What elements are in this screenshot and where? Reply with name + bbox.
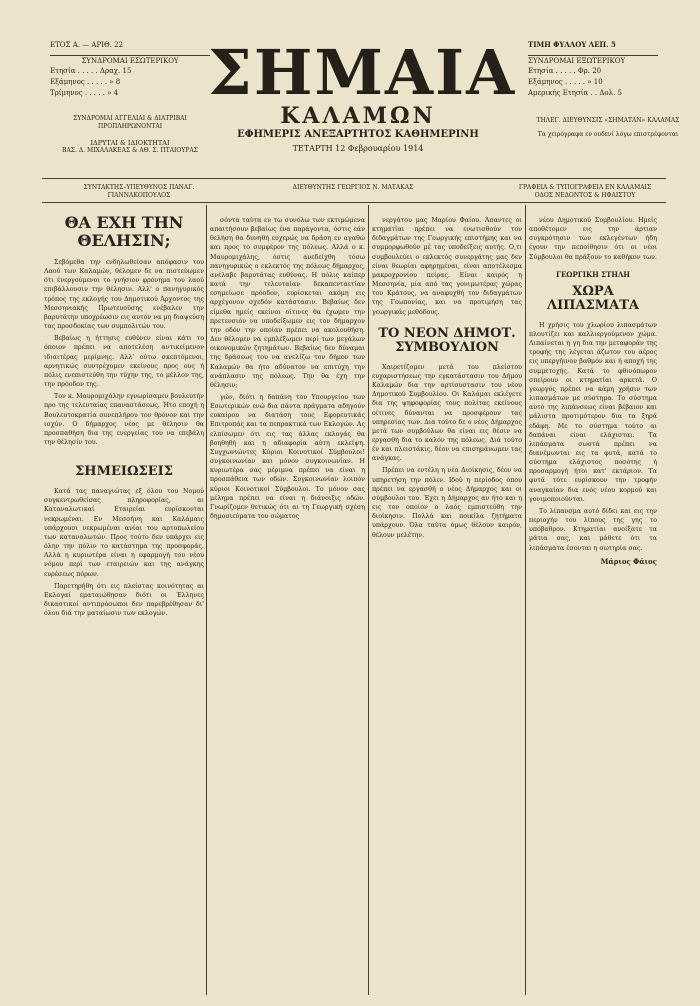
main-paragraph-1: Σεβόμεθα την ενδηλωθείσαν απόφασιν του Λαού των Καλαμών, θέλομεν δε να πιστεύωμεν ότι ένεργούμενοι το γνήσιον φρόνημα του λαού επιβάλλουσιν την θέλησιν. Αλλ' ο πανηγυρικός τρόπος της εκλογής του Δημοτικού Άρχοντος της Μεσσηνιακής Πρωτευούσης ενέβαλεν την βαρυτάτην υποχρέωσιν εις αυτόν να μη διαψεύση τας προσδοκίας των συμπολιτών του. [44,259,204,331]
column-4-intro: νέου Δημοτικού Συμβουλίου. Ημείς αποθέτομεν εις την άρτιαν συγκρότησιν των εκλεγέντων ήδη έγουν την πεποίθησιν ότι οι νέοι Σύμβουλοι θα πράξουν το καθήκον των. [529,217,657,261]
notes-title: ΣΗΜΕΙΩΣΕΙΣ [75,464,173,480]
council-paragraph-1: Χαιρετίζομεν μετά του πλείστου ευχαριστήσεως την εγκατάστασιν του Δήμου Καλαμών δια την αρτίσυστασιν του νέου Δημοτικού Συμβουλίου. Οι Καλάμαι εκλέγετε δια της ψηφοφορίας τους πολίτας εκείνους οίτινες δύνανται να προσφέρουν τας υπηρεσίας των. Δια τούτο δε ο νέος Δήμαρχος μετά των συμβούλων θα είναι εις θέσιν να εργασθή δια το καλόν της πόλεως. Διά τούτο έν και πλειστάκις, δέον να επισημάνωμεν τας ανάγκας. [372,363,522,463]
owners: ΒΑΣ. Δ. ΜΙΧΑΛΑΚΕΑΣ & ΑΘ. Σ. ΠΤΑΙΟΥΡΑΣ [62,147,198,154]
notes-paragraph-1: Κατά τας παναγιώτας εξ όλου του Νομού συγκεντρωθείσας πληροφορίας, αι Καταναλωτικαί Εταιρείαι ευρίσκονται νεκρωμέναι. Εν Μεσσήνη και Καλάμαις υπάρχουσι νεκρωμέναι ανίαι του αρτοπωλείου των καταναλωτών. Προς τούτο δεν υπάρχει εις όλην την πόλιν το κατάστημα της προσφοράς. Αλλά η κυριωτέρα είναι η εφαρμογή του νέου νόμου περί των εταιρειών και της ανάγκης ευρέσεως πόρων. [44,488,204,578]
divider-3 [525,205,526,995]
right-line-2: Εξάμηνος . . . . . » 10 [528,78,603,86]
column-3 [372,216,522,986]
telegraph-address: ΤΗΛΕΓ. ΔΙΕΥΘΥΝΣΙΣ «ΣΗΜΑΤΑΝ» ΚΑΛΑΜΑΣ [536,117,680,124]
top-rule-2 [42,202,666,203]
right-line-1: Ετησία . . . . . Φρ. 20 [528,67,602,75]
headline-block [208,36,517,156]
left-subscription-box [50,40,210,155]
manuscripts-note: Τα χειρόγραφα εν ουδενί λόγω επιστρέφονται [537,131,679,138]
issue-number: ΕΤΟΣ Α. — ΑΡΙΘ. 22 [50,41,124,49]
right-line-3: Αμερικής Ετησία . . Δολ. 5 [528,89,622,97]
price: ΤΙΜΗ ΦΥΛΛΟΥ ΛΕΠ. 5 [528,40,616,49]
print-line: ΓΡΑΦΕΙΑ & ΤΥΠΟΓΡΑΦΕΙΑ ΕΝ ΚΑΛΑΜΑΙΣ ΟΔΟΣ ΝΕΔΟΝΤΟΣ & ΗΦΑΙΣΤΟΥ [518,184,652,199]
divider-2 [368,205,369,995]
left-box-title: ΣΥΝΔΡΟΜΑΙ ΕΣΩΤΕΡΙΚΟΥ [81,57,179,65]
main-paragraph-2: Βεβαίως η ήττησις ευθύνεν είναι κάτι το όποιον πρέπει να αποτελέση αντικείμενον ιδιαιτέρας μερίμνης. Αλλ' ούτω σκεπτόμενοι, αρνητικώς συντρέχομεν εκείνους προς ους ή πόλις ενεπιστεύθη την τύχην της, το μέλλον της, την πρόοδον της. [44,335,204,389]
director-line: ΔΙΕΥΘΥΝΤΗΣ ΓΕΩΡΓΙΟΣ Ν. ΜΑΤΑΚΑΣ [292,184,414,191]
column-2 [210,216,365,986]
right-rule [528,55,658,56]
issue-date: ΤΕΤΑΡΤΗ 12 Φεβρουαρίου 1914 [292,144,424,153]
column-2-paragraph-2: γών, διότι η δαπάνη του Υπουργείου των Εσωτερικών ενώ δια πάντα πράγματα αδηγούν ευκαίρου να διατάση τους Εφορευτικάς Επιτροπάς και τα πεπρακτικά των Εκλογών. Ας ελπίσωμεν ότι εις τας άλλας εκλογάς θα βοηθηθή και η αδιαφορία αύτη εκλείψη. Συγχωνιώντες Κύριοι Κοινοτικοί Σύμβουλοι! συγκοινωνίαν και μόνον συγκοινωνίαν. Η κυριωτέρα σας μέριμνα πρέπει να είναι η προσπάθεια των οδών. Συγκοινωνίαν λοιπόν κύριοι Κοινοτικοί Σύμβουλοι. Το μόνον σας μέλημα πρέπει να είναι η διάνοιξις οδών. Γνωρίζομεν θετικώς ότι αι τη Γεωργική σχέση δημοσιεύματα του σώματος [210,393,365,520]
main-paragraph-3: Τον κ. Μαυρομιχάλην εγνωρίσαμεν βουλευτήν προ της τελευταίας επαναστάσεως. Ήτο εποχή η Βουλευτοκρατία συνεπλήρου τον θρόνον και την ισχύν. Ο δήμαρχος νέος με θέλησιν θα προσπαθήση δια της ενεργείας του να επιβάλη την θέλησίν του. [44,393,204,446]
column-4 [529,216,657,986]
main-headline: ΘΑ ΕΧΗ ΤΗΝ ΘΕΛΗΣΙΝ; [64,213,184,250]
left-line-2: Εξάμηνος . . . . . » 8 [50,78,121,86]
left-line-1: Ετησία . . . . . Δραχ. 15 [50,67,132,75]
left-rule [50,55,210,56]
left-box-note: ΣΥΝΔΡΟΜΑΙ ΑΓΓΕΛΙΑΙ & ΔΙΑΤΡΙΒΑΙ ΠΡΟΠΛΗΡΩΝΟΝΤΑΙ [73,115,187,130]
column-4-signature: Μάριος Φάιος [600,556,657,566]
divider-1 [206,205,207,995]
column-3-paragraph-1: νεργάτου μας Μαρίου Φαίου. Άπαντες οι κτηματίαι πρέπει να ενωτισθούν τον διδαγμάτων της Γεωργικής επιστήμης και να συμμορφωθούν μέ τας υποδείξεις αυτής. Ο,τι συμβουλεύει ο εκλεκτός συνεργάτης μας δεν είναι θεωρίαι αφηρημέναι, είναι αποτέλεσμα μακροχρονίου πείρας. Είναι καιρός η Μεσσηνία, μία από τας γονιμωτέρας χώρας του Κράτους, να αναφυχθή τον διδαγμάτων της Γεωπονίας, και να προτιμήση τας γεωργικάς μεθόδους. [372,217,522,316]
column-1 [44,210,204,990]
notes-paragraph-2: Παρετηρήθη ότι εις πλείστας κοινότητας αι Εκλογαί εματαιώθησαν διότι οι Έλληνες δικαστικοί αντιπρόσωποι δεν παρεβρέθησαν δι' όλου διά την ματαίωσιν των εκλογών. [44,582,204,618]
masthead-slogan: ΕΦΗΜΕΡΙΣ ΑΝΕΞΑΡΤΗΤΟΣ ΚΑΘΗΜΕΡΙΝΗ [237,129,479,140]
column-4-title: ΧΩΡΑ ΛΙΠΑΣΜΑΤΑ [547,283,639,313]
top-rule [42,178,666,179]
editor-line: ΣΥΝΤΑΚΤΗΣ–ΥΠΕΥΘΥΝΟΣ ΠΑΝΑΓ. ΓΙΑΝΝΑΚΟΠΟΥΛΟΣ [83,184,195,199]
council-title: ΤΟ ΝΕΟΝ ΔΗΜΟΤ. ΣΥΜΒΟΥΛΙΟΝ [378,325,516,355]
column-4-small-title: ΓΕΩΡΓΙΚΗ ΣΤΗΛΗ [556,269,630,279]
column-4-paragraph-1: Η χρήσις του χλωρίου λιπασμάτων πλουτίζει και καλλιεργούμενον χώμα. Λιπαίνεται η γη δια την μεταφοράν της τροφής της λέγεται άζωτον του αέρος εις υπεργήινον βαθμόν και ή αποχή της συμμετοχής. Κατά το φθινόπωρον σπείρουν οι κτηματίαι αρκετά. Ο γεωργός πρέπει να κάμη χρήσιν των λιπασμάτων με σύστημα. Το σύστημα αυτό της λιπάνσεως είναι βέβαιον και μάλιστα προτιμότερον δια τα ξηρά εδάφη. Με το σύστημα τούτο αι δαπάναι είναι ελάχισται. Τα λιπάσματα σωστά πρέπει να διανέμωνται εις τα φυτά, κατά το σύστημα ελάχιστος ποσότης ή προσαρμογή ήτοι κατ' εκτάριον. Τα φυτά τότε ευρίσκουν την τροφήν αναγκαίαν δια ενός νέου κορμού και γονιμοποιούνται. [529,321,657,503]
left-line-3: Τρίμηνος . . . . . » 4 [50,89,119,97]
council-paragraph-2: Πρέπει να εντέλη η νέα Διοίκησις, δέον να υπηρετήση την πόλιν. Ιδού η περίοδος όπου πρέπει να εργασθή ο νέος Δήμαρχος και οι σύμβουλοι του. Έχει η Δήμαρχος αν ήτο και η εις τον οποίον ο λαός εμπιστεύθη την διοίκησιν. Πολλά και ποικίλα ζητήματα υπάρχουν. Όλα ταύτα όμως θέλουν καιρόν, θέλουν μελέτην. [372,467,522,539]
masthead-title: ΣΗΜΑΙΑ [208,36,517,109]
owners-title: ΙΔΡΥΤΑΙ & ΙΔΙΟΚΤΗΤΑΙ [90,139,170,147]
column-4-paragraph-2: Το λίπανσμα αυτό δίδει και εις την περιοχήν του λίπους της γης το υπόβαθρον. Κτηματίαι ανοίξατε τα μάτια σας, και μάθετε ότι τα λιπάσματα έσονται η σωτηρία σας. [529,507,657,552]
column-2-paragraph-1: σόντα ταύτα εν τω συνόλω των εκτιμώμενα απαιτήσουν βεβαίως ένα παράγοντα, όστις εάν θελήση θα δυνηθή ευχερώς να δράση εν αγαθώ και προς το συμφέρον της πόλεως. Αλλά ο κ. Μαυρομιχάλης, όστις ανεδείχθη τόσω πανηγυρικώς ο εκλεκτός της πόλεως δήμαρχος, ανέλαβε βαρυτάτας ευθύνας. Η πόλις καίπερ κατά την τελευταίαν δεκαπενταετίαν εσημείωσε πρόοδον, ευρίσκεται ακόμη εις αρχέγονον σχεδόν κατάστασιν. Βεβαίως δεν είμεθα ημείς εκείνοι οίτινες θα έχωμεν την πρετενσιόν να υποδείξωμεν εις τον δήμαρχον την οδόν την οποίαν πρέπει να ακολουθήση. Δεν θέλομεν να εμπλέξωμεν περί των μεγάλων οικονομικών ζητημάτων. Βεβαίως δεν δύναμαι της δράσεως του να ανελίζω τον δήμον των Καλαμών θα ήτο αδύνατον να επιτύχη την ανάπλασιν της πόλεως. Την θα έχη την θέλησιν; [210,217,365,389]
right-subscription-box [528,40,688,139]
right-box-title: ΣΥΝΔΡΟΜΑΙ ΕΞΩΤΕΡΙΚΟΥ [528,57,626,65]
masthead-subtitle: ΚΑΛΑΜΩΝ [280,103,436,129]
